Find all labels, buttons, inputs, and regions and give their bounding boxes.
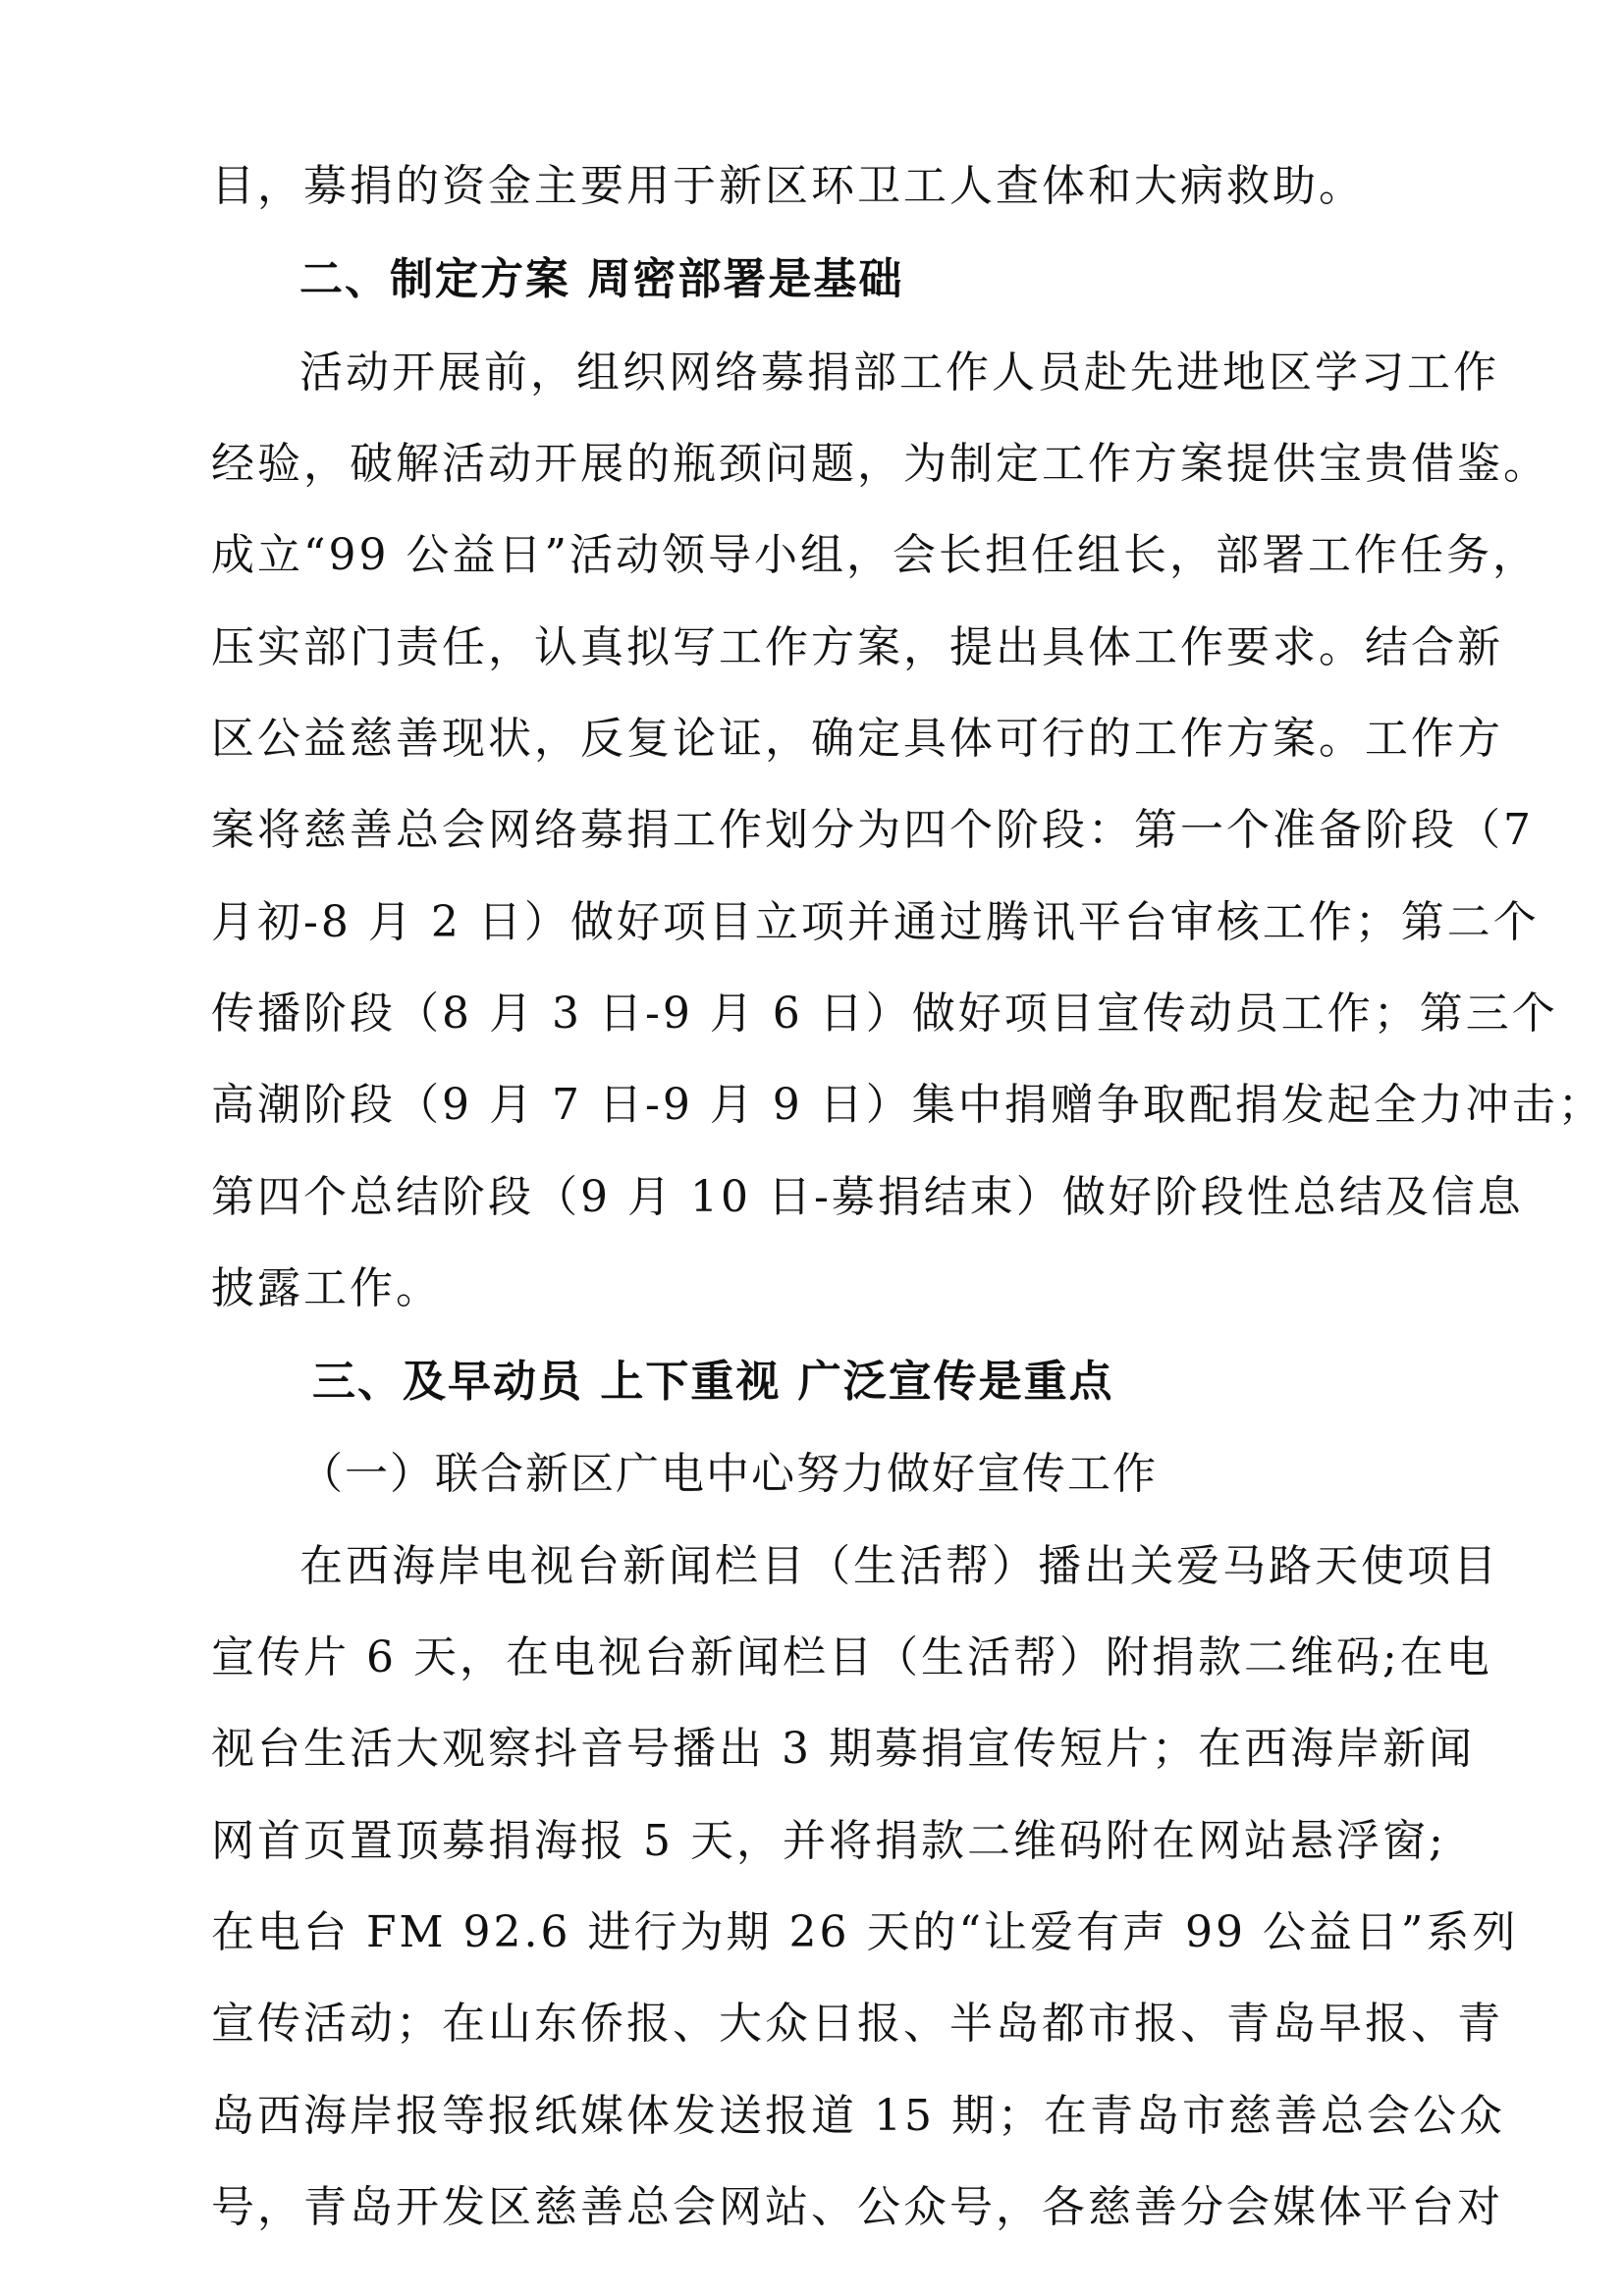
paragraph-line: 活动开展前，组织网络募捐部工作人员赴先进地区学习工作 — [299, 347, 1499, 398]
paragraph-line: 月初-8 月 2 日）做好项目立项并通过腾讯平台审核工作；第二个 — [211, 897, 1540, 947]
paragraph-line: 岛西海岸报等报纸媒体发送报道 15 期；在青岛市慈善总会公众 — [211, 2091, 1505, 2141]
paragraph-line: 披露工作。 — [211, 1263, 442, 1313]
paragraph-line: 案将慈善总会网络募捐工作划分为四个阶段：第一个准备阶段（7 — [211, 805, 1534, 855]
paragraph-line: 宣传活动；在山东侨报、大众日报、半岛都市报、青岛早报、青 — [211, 1999, 1503, 2049]
paragraph-line: 网首页置顶募捐海报 5 天，并将捐款二维码附在网站悬浮窗; — [211, 1816, 1446, 1866]
paragraph-line: 宣传片 6 天，在电视台新闻栏目（生活帮）附捐款二维码;在电 — [211, 1632, 1492, 1682]
paragraph-line: 区公益慈善现状，反复论证，确定具体可行的工作方案。工作方 — [211, 714, 1503, 764]
paragraph-line: 高潮阶段（9 月 7 日-9 月 9 日）集中捐赠争取配捐发起全力冲击； — [211, 1080, 1604, 1130]
paragraph-line: 第四个总结阶段（9 月 10 日-募捐结束）做好阶段性总结及信息 — [211, 1172, 1524, 1222]
paragraph-line: 压实部门责任，认真拟写工作方案，提出具体工作要求。结合新 — [211, 622, 1503, 672]
paragraph-line: 在电台 FM 92.6 进行为期 26 天的“让爱有声 99 公益日”系列 — [211, 1907, 1519, 1957]
paragraph-line: 经验，破解活动开展的瓶颈问题，为制定工作方案提供宝贵借鉴。 — [211, 439, 1549, 489]
paragraph-line: 在西海岸电视台新闻栏目（生活帮）播出关爱马路天使项目 — [299, 1541, 1499, 1591]
section-heading: 二、制定方案 周密部署是基础 — [299, 254, 904, 304]
paragraph-line: 目，募捐的资金主要用于新区环卫工人查体和大病救助。 — [211, 161, 1365, 211]
paragraph-line: 号，青岛开发区慈善总会网站、公众号，各慈善分会媒体平台对 — [211, 2182, 1503, 2232]
paragraph-line: 传播阶段（8 月 3 日-9 月 6 日）做好项目宣传动员工作；第三个 — [211, 988, 1558, 1039]
paragraph-line: 成立“99 公益日”活动领导小组，会长担任组长，部署工作任务， — [211, 530, 1539, 580]
subsection-heading: （一）联合新区广电中心努力做好宣传工作 — [299, 1449, 1158, 1499]
section-heading: 三、及早动员 上下重视 广泛宣传是重点 — [312, 1357, 1114, 1407]
paragraph-line: 视台生活大观察抖音号播出 3 期募捐宣传短片；在西海岸新闻 — [211, 1724, 1475, 1774]
